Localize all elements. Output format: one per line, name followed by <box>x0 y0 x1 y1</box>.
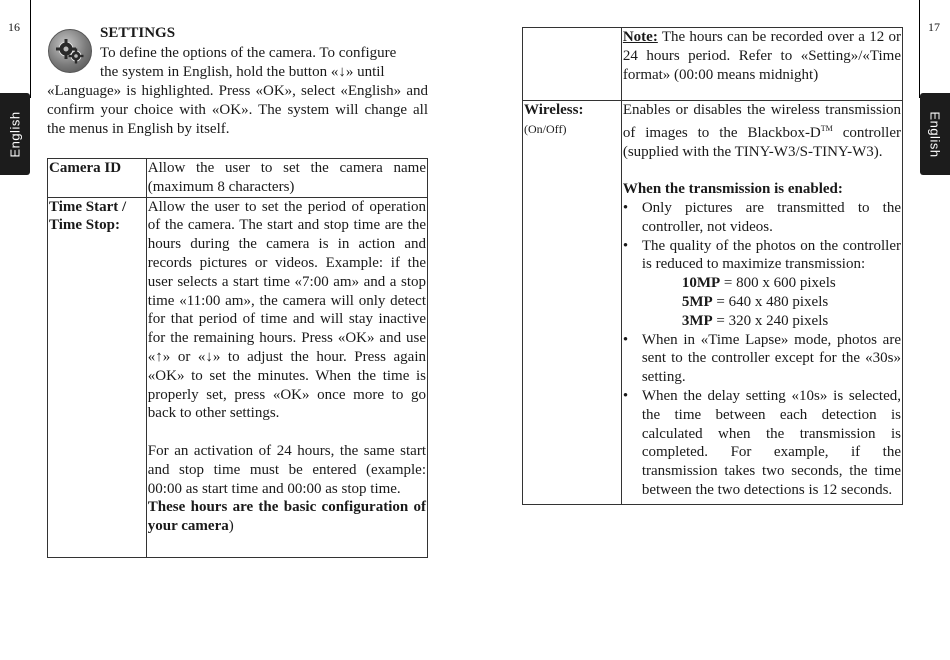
resolution-row <box>642 312 901 331</box>
list-item <box>623 237 901 331</box>
wireless-text <box>623 101 901 161</box>
transmission-bullet-list <box>623 199 901 500</box>
wireless-text-a: Enables or disables the wireless transmission of images to the Blackbox-D <box>622 102 901 141</box>
settings-table-right <box>522 27 903 505</box>
wireless-sublabel: (On/Off) <box>524 121 567 136</box>
table-row-camera-id <box>48 159 428 198</box>
settings-title: SETTINGS <box>100 25 176 41</box>
note-cell <box>621 28 902 101</box>
basic-config-tail: ) <box>228 518 234 535</box>
note-empty-cell <box>523 28 622 101</box>
resolution-label: 5MP <box>681 293 713 310</box>
resolution-label: 10MP <box>681 275 721 292</box>
wireless-description <box>621 101 902 505</box>
wireless-label-cell <box>523 101 622 505</box>
settings-intro <box>47 44 428 139</box>
note-text: The hours can be recorded over a 12 or 24 hours period. Refer to «Setting»/«Time format» (00:00 means midnight) <box>622 29 901 83</box>
trademark-mark: TM <box>820 123 833 133</box>
page-number-left: 16 <box>8 20 20 34</box>
language-tab-left <box>0 93 30 175</box>
wireless-text-b: controller (supplied with the TINY-W3/S-TINY-W3). <box>622 124 902 160</box>
table-row-note <box>523 28 903 101</box>
note-label: Note: <box>622 29 658 45</box>
quality-text: The quality of the photos on the controller is reduced to maximize transmission: <box>641 237 901 273</box>
language-tab-right-label: English <box>927 110 943 158</box>
right-margin-rule <box>919 0 920 98</box>
table-row-wireless <box>523 101 903 505</box>
intro-rest: «Language» is highlighted. Press «OK», select «English» and confirm your choice with «OK». The system will change all the menus in English by itself. <box>47 83 428 137</box>
camera-id-label: Camera ID <box>48 159 147 198</box>
language-tab-left-label: English <box>7 110 23 158</box>
left-margin-rule <box>30 0 31 98</box>
list-item: • When the delay setting «10s» is selected, the time between each detection is calculated when the transmission is completed. For example, if the transmission takes two seconds, the time between the two detections is 12 seconds. <box>623 387 901 500</box>
page-number-right: 17 <box>928 20 940 34</box>
settings-table-left <box>47 158 428 558</box>
table-row-time-start-stop <box>48 197 428 557</box>
resolution-row <box>642 293 901 312</box>
time-24h-text: For an activation of 24 hours, the same start and stop time must be entered (example: 00:00 as start time and 00:00 as stop time. <box>147 442 426 497</box>
resolution-value: = 640 x 480 pixels <box>712 293 829 310</box>
intro-line-2: the system in English, hold the button «↓» until <box>100 64 385 80</box>
resolution-value: = 320 x 240 pixels <box>712 312 829 329</box>
wireless-label: Wireless: <box>524 102 584 118</box>
basic-config-note: These hours are the basic configuration of your camera <box>147 499 426 535</box>
time-start-stop-label: Time Start / Time Stop: <box>48 197 147 557</box>
resolution-label: 3MP <box>681 312 713 329</box>
resolution-row <box>642 274 901 293</box>
language-tab-right <box>920 93 950 175</box>
time-start-stop-text: Allow the user to set the period of operation of the camera. The start and stop time are the hours during the camera is in action and records pictures or videos. Example: if the user selects a start time «7:00 am» and a stop time «11:00 am», the camera will only detect for that period of time and will stay inactive for the remaining hours. Press «OK» and use «↑» or «↓» to adjust the hour. Press again «OK» to set the minutes. When the time is properly set, press «OK» once more to go back to other settings. <box>147 198 426 422</box>
list-item: • Only pictures are transmitted to the controller, not videos. <box>623 199 901 237</box>
resolution-value: = 800 x 600 pixels <box>720 275 836 292</box>
intro-line-1: To define the options of the camera. To configure <box>100 45 397 61</box>
list-item: • When in «Time Lapse» mode, photos are sent to the controller except for the «30s» setting. <box>623 331 901 387</box>
time-start-stop-description <box>146 197 427 557</box>
camera-id-description: Allow the user to set the camera name (maximum 8 characters) <box>146 159 427 198</box>
enabled-heading: When the transmission is enabled: <box>622 181 843 198</box>
